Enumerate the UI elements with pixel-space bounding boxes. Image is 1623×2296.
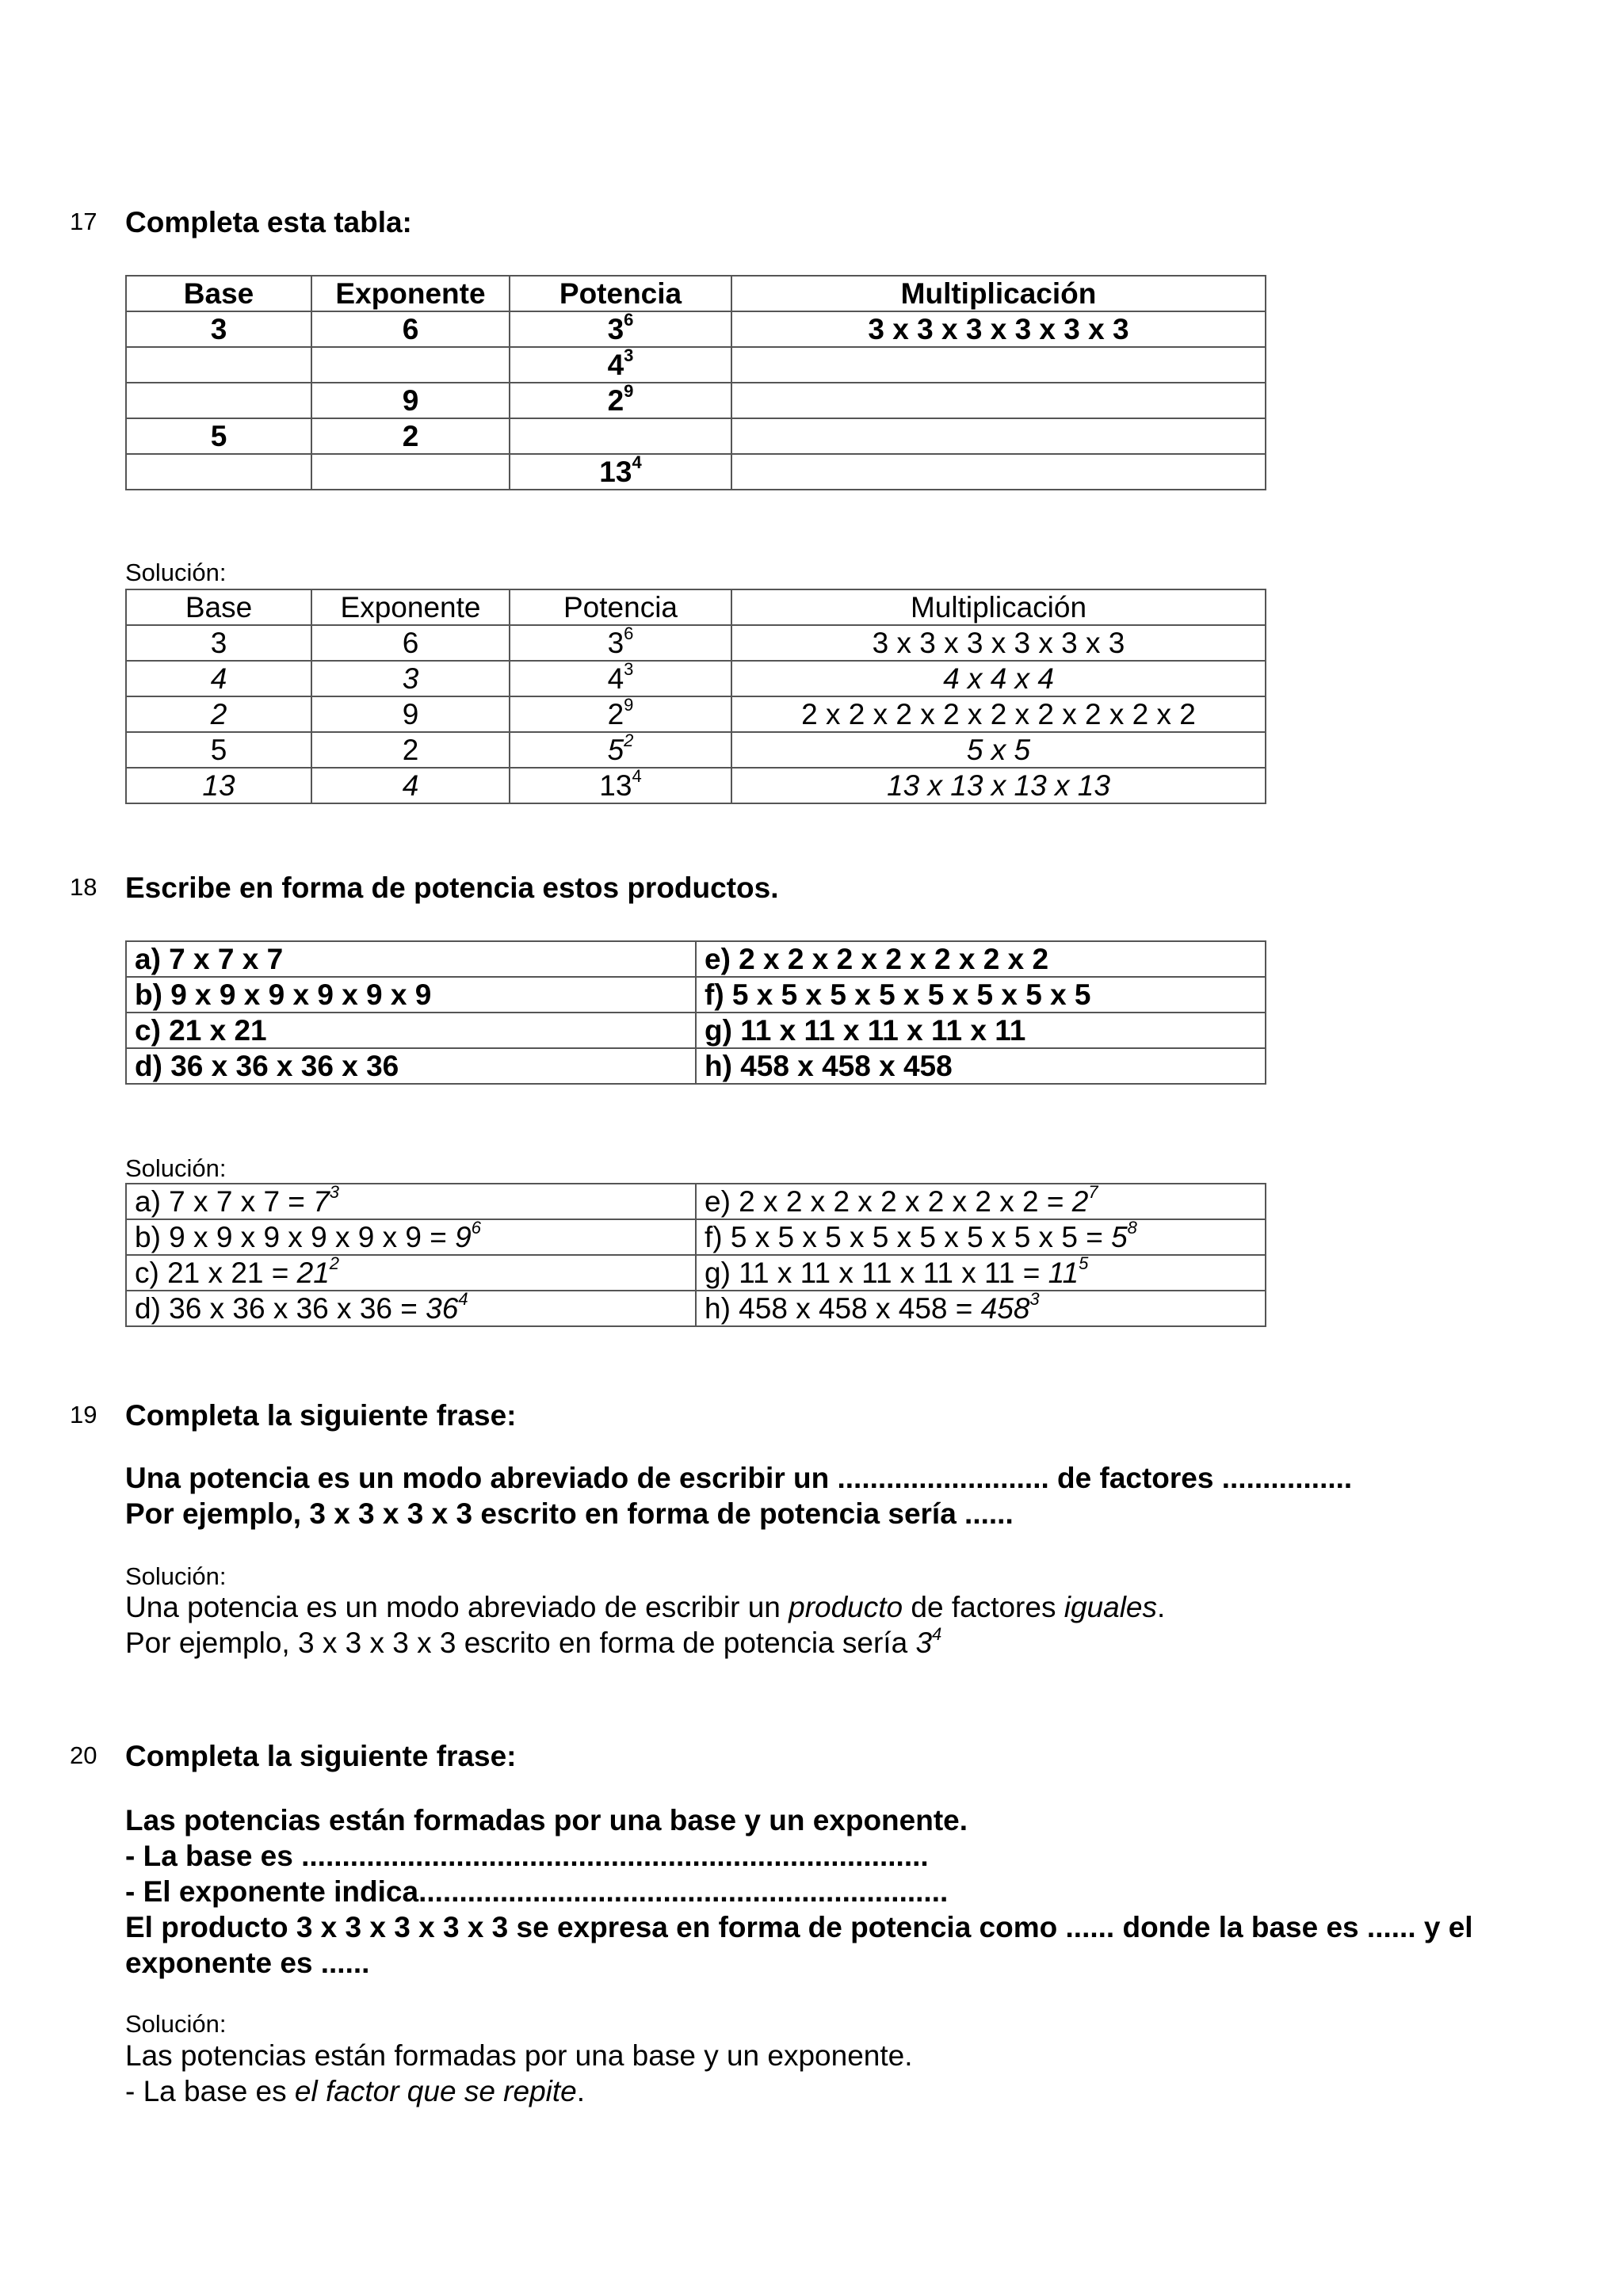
- cell-power: [510, 732, 731, 768]
- power-exponent: 4: [632, 768, 642, 787]
- power-base: 7: [313, 1184, 330, 1218]
- cell-multiplication: [731, 454, 1266, 490]
- power-exponent: 3: [624, 347, 634, 366]
- cell-exponent: 9: [311, 696, 510, 732]
- question-title: Completa la siguiente frase:: [125, 1740, 517, 1772]
- prompt-line: El producto 3 x 3 x 3 x 3 x 3 se expresa en forma de potencia como ...... donde la base es ...... y el: [125, 1911, 1473, 1943]
- power-exponent: 9: [624, 696, 634, 715]
- power-exponent: 3: [1029, 1291, 1040, 1310]
- table-row: [126, 768, 1266, 803]
- power-base: 2: [607, 383, 624, 417]
- cell-multiplication: 3 x 3 x 3 x 3 x 3 x 3: [731, 311, 1266, 347]
- question-number: 18: [70, 873, 97, 901]
- cell-power: [510, 625, 731, 661]
- power-exponent: 2: [624, 732, 634, 751]
- power-exponent: 4: [458, 1291, 468, 1310]
- power-exponent: 7: [1088, 1184, 1098, 1203]
- question-prompt: [125, 1460, 1352, 1531]
- prompt-line: Una potencia es un modo abreviado de escribir un .......................... de factores ................: [125, 1462, 1353, 1494]
- product-cell: [126, 1184, 696, 1219]
- cell-power: [510, 311, 731, 347]
- cell-power: [510, 418, 731, 454]
- cell-exponent: 4: [311, 768, 510, 803]
- cell-base: 3: [126, 311, 311, 347]
- product-text: d) 36 x 36 x 36 x 36 =: [135, 1291, 426, 1325]
- solution-label: Solución:: [125, 1154, 227, 1182]
- header-cell: Base: [126, 276, 311, 311]
- cell-base: 2: [126, 696, 311, 732]
- power-exponent: 6: [624, 311, 634, 330]
- header-cell: Multiplicación: [731, 276, 1266, 311]
- solution-table: [125, 589, 1266, 804]
- prompt-line: - El exponente indica.................................................................: [125, 1875, 949, 1908]
- product-cell: [696, 1184, 1266, 1219]
- power-exponent: 2: [329, 1255, 340, 1274]
- cell-base: 5: [126, 418, 311, 454]
- power-exponent: 3: [624, 661, 634, 680]
- cell-exponent: 6: [311, 311, 510, 347]
- power-exponent: 9: [624, 383, 634, 402]
- cell-exponent: [311, 454, 510, 490]
- cell-multiplication: [731, 418, 1266, 454]
- product-cell: g) 11 x 11 x 11 x 11 x 11: [696, 1013, 1266, 1048]
- power-exponent: 4: [632, 454, 642, 473]
- text-run: .: [576, 2075, 586, 2107]
- cell-multiplication: [731, 383, 1266, 418]
- cell-exponent: 9: [311, 383, 510, 418]
- product-cell: f) 5 x 5 x 5 x 5 x 5 x 5 x 5 x 5: [696, 977, 1266, 1013]
- solution-label: Solución:: [125, 1562, 227, 1590]
- power-base: 2: [607, 697, 624, 730]
- header-cell: Exponente: [311, 589, 510, 625]
- product-cell: [696, 1291, 1266, 1326]
- text-run: - La base es: [125, 2075, 295, 2107]
- cell-base: [126, 383, 311, 418]
- power-base: 13: [599, 455, 632, 488]
- text-run: .: [1157, 1591, 1166, 1623]
- cell-power: [510, 454, 731, 490]
- question-prompt: [125, 1802, 1473, 1981]
- prompt-line: Las potencias están formadas por una base y un exponente.: [125, 1804, 968, 1836]
- answer-run: iguales: [1064, 1591, 1157, 1623]
- cell-base: 13: [126, 768, 311, 803]
- cell-base: [126, 454, 311, 490]
- product-cell: a) 7 x 7 x 7: [126, 941, 696, 977]
- power-base: 4: [607, 662, 624, 695]
- question-title: Completa esta tabla:: [125, 206, 412, 238]
- cell-multiplication: 3 x 3 x 3 x 3 x 3 x 3: [731, 625, 1266, 661]
- power-exponent: 3: [329, 1184, 340, 1203]
- text-run: de factores: [903, 1591, 1064, 1623]
- power-base: 5: [607, 733, 624, 766]
- power-base: 11: [1048, 1256, 1079, 1289]
- table-row: [126, 1048, 1266, 1084]
- cell-base: 3: [126, 625, 311, 661]
- cell-exponent: [311, 347, 510, 383]
- table-row: [126, 696, 1266, 732]
- table-row: [126, 1013, 1266, 1048]
- table-row: [126, 1184, 1266, 1219]
- power-base: 9: [455, 1220, 472, 1253]
- power-exponent: 5: [1079, 1255, 1089, 1274]
- power-base: 5: [1111, 1220, 1128, 1253]
- header-cell: Potencia: [510, 589, 731, 625]
- power-base: 4: [607, 348, 624, 381]
- product-text: h) 458 x 458 x 458 =: [705, 1291, 981, 1325]
- cell-exponent: 3: [311, 661, 510, 696]
- cell-exponent: 2: [311, 732, 510, 768]
- table-header-row: [126, 589, 1266, 625]
- solution-text: [125, 2038, 913, 2109]
- table-row: [126, 418, 1266, 454]
- header-cell: Multiplicación: [731, 589, 1266, 625]
- cell-multiplication: [731, 347, 1266, 383]
- table-row: [126, 454, 1266, 490]
- product-text: f) 5 x 5 x 5 x 5 x 5 x 5 x 5 x 5 =: [705, 1220, 1112, 1253]
- header-cell: Exponente: [311, 276, 510, 311]
- power-base: 3: [607, 626, 624, 659]
- table-header-row: [126, 276, 1266, 311]
- product-cell: [696, 1219, 1266, 1255]
- power-base: 3: [915, 1627, 933, 1659]
- answer-run: el factor que se repite: [294, 2075, 577, 2107]
- product-cell: d) 36 x 36 x 36 x 36: [126, 1048, 696, 1084]
- power-base: 458: [980, 1291, 1030, 1325]
- product-text: e) 2 x 2 x 2 x 2 x 2 x 2 x 2 =: [705, 1184, 1072, 1218]
- table-row: [126, 311, 1266, 347]
- table-row: [126, 732, 1266, 768]
- answer-run: producto: [789, 1591, 903, 1623]
- question-title: Completa la siguiente frase:: [125, 1399, 517, 1432]
- power-exponent: 6: [471, 1219, 481, 1238]
- question-title: Escribe en forma de potencia estos productos.: [125, 871, 779, 904]
- product-text: a) 7 x 7 x 7 =: [135, 1184, 314, 1218]
- table-row: [126, 1291, 1266, 1326]
- solution-label: Solución:: [125, 559, 227, 586]
- product-cell: h) 458 x 458 x 458: [696, 1048, 1266, 1084]
- power-exponent: 4: [932, 1623, 942, 1644]
- solution-line: [125, 1589, 1165, 1625]
- cell-exponent: 6: [311, 625, 510, 661]
- prompt-line: exponente es ......: [125, 1947, 370, 1979]
- text-run: Una potencia es un modo abreviado de escribir un: [125, 1591, 789, 1623]
- header-cell: Potencia: [510, 276, 731, 311]
- table-row: [126, 1255, 1266, 1291]
- solution-text: [125, 1589, 1165, 1661]
- cell-multiplication: 5 x 5: [731, 732, 1266, 768]
- cell-base: [126, 347, 311, 383]
- solution-line: Las potencias están formadas por una base y un exponente.: [125, 2039, 913, 2072]
- prompt-line: - La base es .............................................................................: [125, 1840, 929, 1872]
- table-row: [126, 941, 1266, 977]
- prompt-line: Por ejemplo, 3 x 3 x 3 x 3 escrito en forma de potencia sería ......: [125, 1497, 1014, 1530]
- cell-base: 4: [126, 661, 311, 696]
- table-row: [126, 383, 1266, 418]
- product-text: b) 9 x 9 x 9 x 9 x 9 x 9 =: [135, 1220, 456, 1253]
- product-cell: [126, 1255, 696, 1291]
- product-cell: [126, 1219, 696, 1255]
- cell-multiplication: 2 x 2 x 2 x 2 x 2 x 2 x 2 x 2 x 2: [731, 696, 1266, 732]
- power-base: 3: [607, 312, 624, 345]
- table-row: [126, 347, 1266, 383]
- cell-power: [510, 661, 731, 696]
- power-base: 36: [426, 1291, 459, 1325]
- table-row: [126, 661, 1266, 696]
- cell-power: [510, 347, 731, 383]
- table-row: [126, 625, 1266, 661]
- product-cell: b) 9 x 9 x 9 x 9 x 9 x 9: [126, 977, 696, 1013]
- power-exponent: 8: [1127, 1219, 1137, 1238]
- cell-multiplication: 4 x 4 x 4: [731, 661, 1266, 696]
- power-exponent: 6: [624, 625, 634, 644]
- cell-exponent: 2: [311, 418, 510, 454]
- solution-line: [125, 2073, 913, 2109]
- cell-power: [510, 696, 731, 732]
- header-cell: Base: [126, 589, 311, 625]
- power-base: 2: [1071, 1184, 1089, 1218]
- cell-multiplication: 13 x 13 x 13 x 13: [731, 768, 1266, 803]
- question-number: 17: [70, 208, 97, 235]
- product-text: c) 21 x 21 =: [135, 1256, 297, 1289]
- power-base: 13: [599, 769, 632, 802]
- product-text: g) 11 x 11 x 11 x 11 x 11 =: [705, 1256, 1048, 1289]
- product-cell: e) 2 x 2 x 2 x 2 x 2 x 2 x 2: [696, 941, 1266, 977]
- product-cell: c) 21 x 21: [126, 1013, 696, 1048]
- exercise-table: [125, 275, 1266, 490]
- solution-line: [125, 1625, 1165, 1661]
- cell-power: [510, 768, 731, 803]
- question-number: 19: [70, 1401, 97, 1428]
- text-run: Por ejemplo, 3 x 3 x 3 x 3 escrito en forma de potencia sería: [125, 1627, 916, 1659]
- question-number: 20: [70, 1741, 97, 1769]
- table-row: [126, 1219, 1266, 1255]
- cell-base: 5: [126, 732, 311, 768]
- solution-table: [125, 1183, 1266, 1327]
- table-row: [126, 977, 1266, 1013]
- product-cell: [126, 1291, 696, 1326]
- solution-label: Solución:: [125, 2010, 227, 2038]
- power-base: 21: [296, 1256, 330, 1289]
- product-cell: [696, 1255, 1266, 1291]
- exercise-table: [125, 940, 1266, 1085]
- cell-power: [510, 383, 731, 418]
